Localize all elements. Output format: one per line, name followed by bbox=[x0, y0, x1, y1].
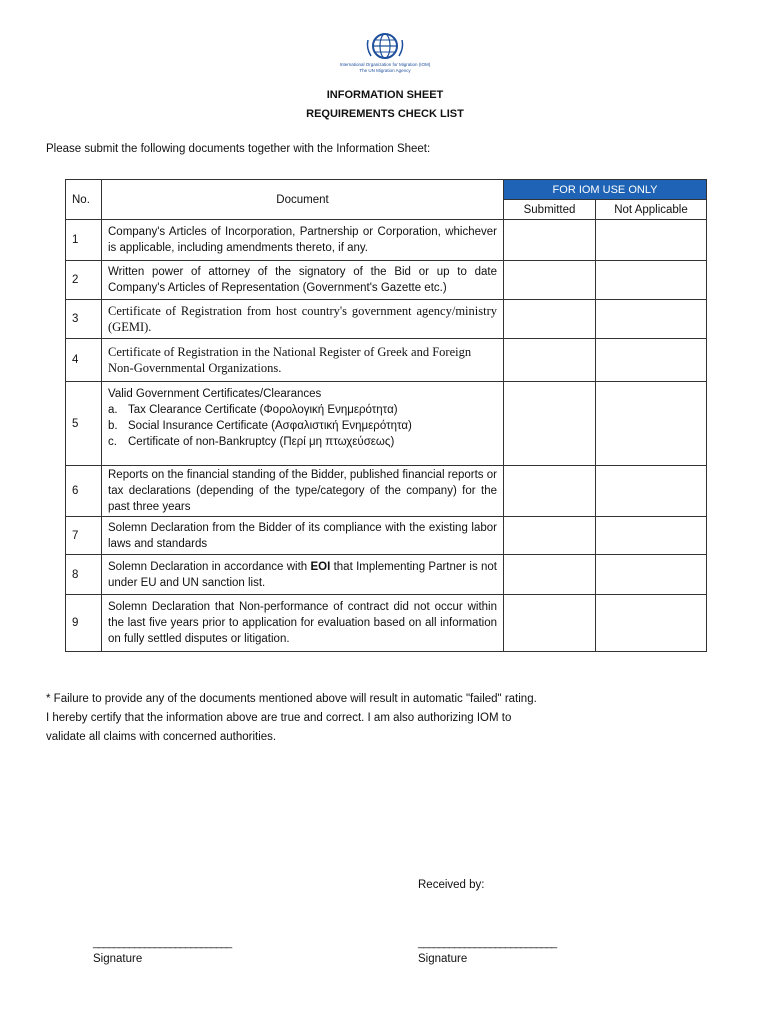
table-row bbox=[66, 466, 707, 517]
submitted-cell[interactable] bbox=[504, 382, 596, 466]
row-number: 3 bbox=[66, 300, 102, 339]
row-document: Solemn Declaration from the Bidder of its compliance with the existing labor laws and standards bbox=[108, 521, 497, 550]
submitted-cell[interactable] bbox=[504, 595, 596, 652]
iom-logo bbox=[330, 32, 440, 80]
not-applicable-cell[interactable] bbox=[596, 220, 707, 261]
not-applicable-cell[interactable] bbox=[596, 466, 707, 517]
header-submitted: Submitted bbox=[504, 200, 596, 220]
signature-label-left: Signature bbox=[93, 953, 143, 965]
table-row bbox=[66, 300, 707, 339]
list-item: a. Tax Clearance Certificate (Φορολογική Ενημερότητα) bbox=[108, 404, 398, 416]
header-document: Document bbox=[102, 180, 504, 220]
row-number: 5 bbox=[66, 382, 102, 466]
row-document: Certificate of Registration in the National Register of Greek and Foreign Non-Governmental Organizations. bbox=[108, 345, 472, 375]
table-row bbox=[66, 555, 707, 595]
submitted-cell[interactable] bbox=[504, 555, 596, 595]
table-row bbox=[66, 220, 707, 261]
org-tagline: The UN Migration Agency bbox=[359, 68, 411, 73]
org-name: International Organization for Migration (IOM) bbox=[339, 62, 431, 67]
row-document: Company's Articles of Incorporation, Partnership or Corporation, whichever is applicable, including amendments thereto, if any. bbox=[108, 226, 497, 254]
submitted-cell[interactable] bbox=[504, 261, 596, 300]
clearances-list bbox=[108, 402, 497, 450]
list-item: c. Certificate of non-Bankruptcy (Περί μη πτωχεύσεως) bbox=[108, 436, 395, 448]
not-applicable-cell[interactable] bbox=[596, 300, 707, 339]
page-subtitle: REQUIREMENTS CHECK LIST bbox=[306, 108, 464, 120]
certification-text-cont: validate all claims with concerned authorities. bbox=[46, 731, 277, 743]
page-title: INFORMATION SHEET bbox=[326, 89, 444, 101]
header-not-applicable: Not Applicable bbox=[596, 200, 707, 220]
row-number: 4 bbox=[66, 339, 102, 382]
row-number: 7 bbox=[66, 517, 102, 555]
row-number: 9 bbox=[66, 595, 102, 652]
certification-text: I hereby certify that the information above are true and correct. I am also authorizing IOM to bbox=[46, 712, 512, 724]
not-applicable-cell[interactable] bbox=[596, 339, 707, 382]
eoi-bold: EOI bbox=[310, 560, 331, 573]
row-document: Solemn Declaration in accordance with EOI that Implementing Partner is not under EU and UN sanction list. bbox=[108, 560, 497, 589]
submitted-cell[interactable] bbox=[504, 339, 596, 382]
submitted-cell[interactable] bbox=[504, 220, 596, 261]
row-number: 6 bbox=[66, 466, 102, 517]
clearances-heading: Valid Government Certificates/Clearances bbox=[108, 388, 322, 400]
received-by-label: Received by: bbox=[418, 879, 485, 891]
row-number: 8 bbox=[66, 555, 102, 595]
row-document: Solemn Declaration that Non-performance of contract did not occur within the last five years prior to application for evaluation based on all information on fully settled disputes or litigation. bbox=[108, 601, 497, 645]
not-applicable-cell[interactable] bbox=[596, 555, 707, 595]
table-row bbox=[66, 261, 707, 300]
not-applicable-cell[interactable] bbox=[596, 261, 707, 300]
row-document: Written power of attorney of the signatory of the Bid or up to date Company's Articles of Representation (Government's Gazette etc.) bbox=[108, 266, 497, 294]
document-titles bbox=[0, 86, 770, 124]
row-document: Certificate of Registration from host country's government agency/ministry (GEMI). bbox=[108, 304, 497, 334]
footer-text bbox=[46, 690, 537, 747]
row-document bbox=[102, 386, 503, 450]
table-row bbox=[66, 339, 707, 382]
row-number: 2 bbox=[66, 261, 102, 300]
signature-line-right: ___________________________ bbox=[418, 937, 557, 949]
signature-line-left: ___________________________ bbox=[93, 937, 232, 949]
not-applicable-cell[interactable] bbox=[596, 517, 707, 555]
table-row bbox=[66, 382, 707, 466]
header-iom-use-only: FOR IOM USE ONLY bbox=[504, 180, 707, 200]
not-applicable-cell[interactable] bbox=[596, 382, 707, 466]
submitted-cell[interactable] bbox=[504, 517, 596, 555]
table-row bbox=[66, 595, 707, 652]
header-no: No. bbox=[66, 180, 102, 220]
table-row bbox=[66, 517, 707, 555]
row-number: 1 bbox=[66, 220, 102, 261]
not-applicable-cell[interactable] bbox=[596, 595, 707, 652]
submitted-cell[interactable] bbox=[504, 300, 596, 339]
failure-note: * Failure to provide any of the documents mentioned above will result in automatic "failed" rating. bbox=[46, 693, 537, 705]
list-item: b. Social Insurance Certificate (Ασφαλιστική Ενημερότητα) bbox=[108, 420, 412, 432]
intro-text: Please submit the following documents together with the Information Sheet: bbox=[46, 143, 431, 155]
row-document: Reports on the financial standing of the Bidder, published financial reports or tax declarations (depending of the type/category of the company) for the past three years bbox=[108, 469, 497, 513]
iom-globe-icon bbox=[365, 32, 405, 62]
requirements-table bbox=[65, 179, 707, 652]
submitted-cell[interactable] bbox=[504, 466, 596, 517]
signature-label-right: Signature bbox=[418, 953, 468, 965]
